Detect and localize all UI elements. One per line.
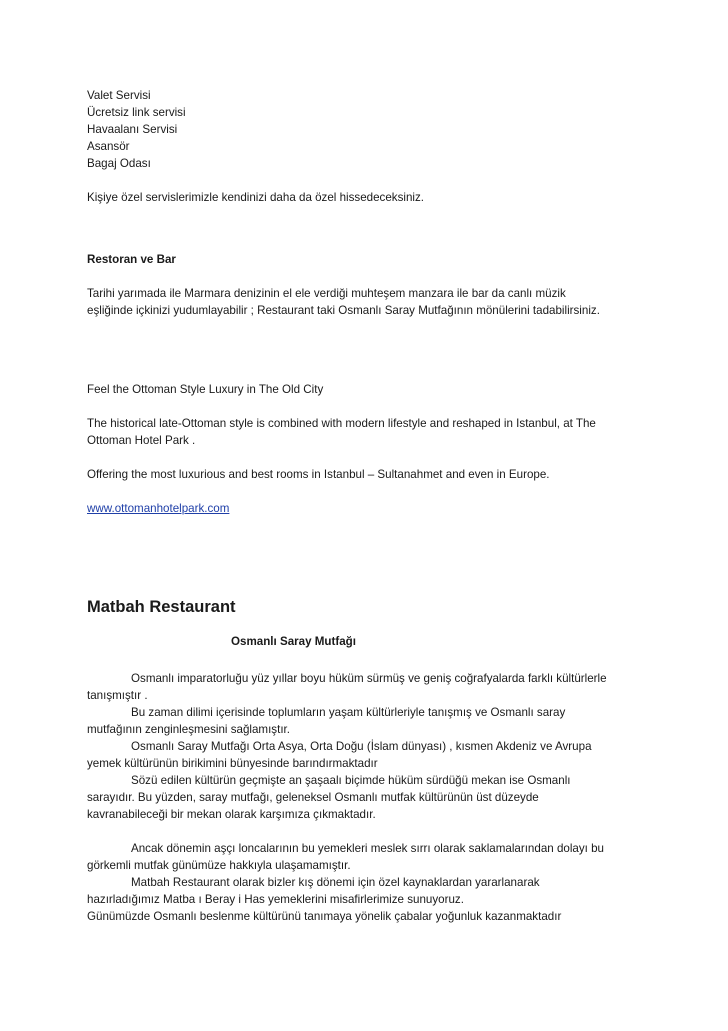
- service-item: Bagaj Odası: [87, 157, 151, 170]
- restaurant-bar-line: Tarihi yarımada ile Marmara denizinin el ele verdiği muhteşem manzara ile bar da canlı müzik: [87, 287, 566, 300]
- matbah-line: tanışmıştır .: [87, 689, 148, 702]
- service-item: Valet Servisi: [87, 89, 151, 102]
- english-paragraph-line: Ottoman Hotel Park .: [87, 434, 196, 447]
- english-paragraph-line: The historical late-Ottoman style is combined with modern lifestyle and reshaped in Istanbul, at The: [87, 417, 596, 430]
- matbah-line: Matbah Restaurant olarak bizler kış dönemi için özel kaynaklardan yararlanarak: [131, 876, 540, 889]
- matbah-line: Osmanlı imparatorluğu yüz yıllar boyu hüküm sürmüş ve geniş coğrafyalarda farklı kültürlerle: [131, 672, 607, 685]
- matbah-line: mutfağının zenginleşmesini sağlamıştır.: [87, 723, 290, 736]
- matbah-subtitle: Osmanlı Saray Mutfağı: [231, 635, 356, 648]
- service-item: Havaalanı Servisi: [87, 123, 178, 136]
- matbah-line: yemek kültürünün birikimini bünyesinde barındırmaktadır: [87, 757, 378, 770]
- matbah-line: Ancak dönemin aşçı loncalarının bu yemekleri meslek sırrı olarak saklamalarından dolayı bu: [131, 842, 604, 855]
- restaurant-bar-line: eşliğinde içkinizi yudumlayabilir ; Restaurant taki Osmanlı Saray Mutfağının mönülerini tadabilirsiniz.: [87, 304, 600, 317]
- services-note: Kişiye özel servislerimizle kendinizi daha da özel hissedeceksiniz.: [87, 191, 425, 204]
- matbah-line: Günümüzde Osmanlı beslenme kültürünü tanımaya yönelik çabalar yoğunluk kazanmaktadır: [87, 910, 562, 923]
- matbah-title: Matbah Restaurant: [87, 598, 236, 616]
- restaurant-bar-title: Restoran ve Bar: [87, 253, 176, 266]
- matbah-line: sarayıdır. Bu yüzden, saray mutfağı, geleneksel Osmanlı mutfak kültürünün üst düzeyde: [87, 791, 539, 804]
- website-link[interactable]: www.ottomanhotelpark.com: [87, 502, 230, 515]
- service-item: Asansör: [87, 140, 130, 153]
- english-offering: Offering the most luxurious and best rooms in Istanbul – Sultanahmet and even in Europe.: [87, 468, 550, 481]
- service-item: Ücretsiz link servisi: [87, 106, 186, 119]
- matbah-line: kavranabileceği bir mekan olarak karşımıza çıkmaktadır.: [87, 808, 376, 821]
- matbah-line: görkemli mutfak günümüze hakkıyla ulaşamamıştır.: [87, 859, 351, 872]
- matbah-line: Sözü edilen kültürün geçmişte an şaşaalı biçimde hüküm sürdüğü mekan ise Osmanlı: [131, 774, 571, 787]
- matbah-line: Bu zaman dilimi içerisinde toplumların yaşam kültürleriyle tanışmış ve Osmanlı saray: [131, 706, 566, 719]
- matbah-line: hazırladığımız Matba ı Beray i Has yemeklerini misafirlerimize sunuyoruz.: [87, 893, 464, 906]
- english-tagline: Feel the Ottoman Style Luxury in The Old City: [87, 383, 324, 396]
- matbah-line: Osmanlı Saray Mutfağı Orta Asya, Orta Doğu (İslam dünyası) , kısmen Akdeniz ve Avrupa: [131, 740, 592, 753]
